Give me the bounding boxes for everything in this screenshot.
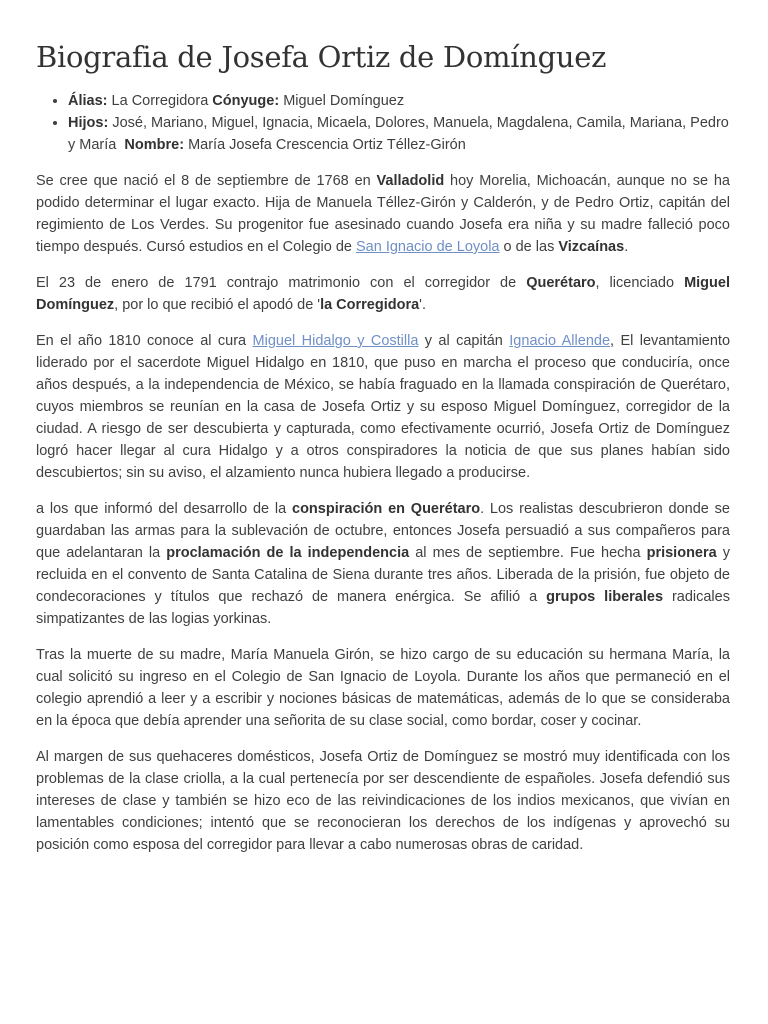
text: En el año 1810 conoce al cura [36,333,253,349]
text: al mes de septiembre. Fue hecha [409,545,647,561]
text: , El levantamiento liderado por el sacerdote Miguel Hidalgo en 1810, que puso en marcha el proceso que conduciría, once años después, a la independencia de México, se había fraguado en la llamada conspiración de Querétaro, cuyos miembros se reunían en la casa de Josefa Ortiz y su esposo Miguel Domínguez, corregidor de la ciudad. A riesgo de ser descubierta y capturada, como efectivamente ocurrió, Josefa Ortiz de Domínguez logró hacer llegar al cura Hidalgo y a otros conspiradores la noticia de que sus planes habían sido descubiertos; sin su aviso, el alzamiento nunca hubiera llegado a producirse. [36,333,731,481]
bold-text: conspiración en Querétaro [292,501,481,517]
link-san-ignacio-de-loyola[interactable]: San Ignacio de Loyola [356,239,500,255]
paragraph-charity: Al margen de sus quehaceres domésticos, Josefa Ortiz de Domínguez se mostró muy identificada con los problemas de la clase criolla, a la cual pertenecía por ser descendiente de españoles. Josefa defendió sus intereses de clase y también se hizo eco de las reivindicaciones de los indios mexicanos, que vivían en lamentables condiciones; intentó que se reconocieran los derechos de los indígenas y aprovechó su posición como esposa del corregidor para llevar a cabo numerosas obras de caridad. [36,749,730,853]
paragraph-conspiracy [36,330,730,484]
text: '. [419,297,426,313]
name-value: María Josefa Crescencia Ortiz Téllez-Girón [188,137,466,153]
text: . [624,239,629,255]
bold-text: prisionera [646,545,717,561]
alias-value: La Corregidora [111,93,209,109]
biography-facts-list [36,90,730,156]
spouse-value: Miguel Domínguez [283,93,405,109]
text: , licenciado [595,275,685,291]
text: El 23 de enero de 1791 contrajo matrimonio con el corregidor de [36,275,527,291]
link-ignacio-allende[interactable]: Ignacio Allende [509,333,611,349]
paragraph-education: Tras la muerte de su madre, María Manuela Girón, se hizo cargo de su educación su hermana María, la cual solicitó su ingreso en el Colegio de San Ignacio de Loyola. Durante los años que permaneció en el colegio aprendió a leer y a escribir y nociones básicas de matemáticas, además de lo que se consideraba en la época que debía aprender una señorita de su clase social, como bordar, coser y cocinar. [36,647,730,729]
text: Se cree que nació el 8 de septiembre de 1768 en [36,173,377,189]
text: . Los realistas descubrieron donde se guardaban las armas para la sublevación de octubre, entonces Josefa persuadió a sus compañeros para que adelantaran la [36,501,730,561]
name-label: Nombre: [124,137,185,153]
spouse-label: Cónyuge: [212,93,280,109]
children-value: José, Mariano, Miguel, Ignacia, Micaela, Dolores, Manuela, Magdalena, Camila, Mariana, Pedro y María [68,115,729,153]
page-title: Biografia de Josefa Ortiz de Domínguez [36,40,607,74]
bold-text: proclamación de la independencia [166,545,410,561]
bold-text: Vizcaínas [558,239,625,255]
text: a los que informó del desarrollo de la [36,501,293,517]
text: y al capitán [418,333,510,349]
facts-item-alias-spouse [68,90,730,112]
text: y recluida en el convento de Santa Catalina de Siena durante tres años. Liberada de la prisión, fue objeto de condecoraciones y títulos que rechazó de manera enérgica. Se afilió a [36,545,731,605]
text: radicales simpatizantes de las logias yorkinas. [36,589,730,627]
bold-text: Querétaro [526,275,596,291]
paragraph-marriage [36,272,730,316]
bold-text: Valladolid [376,173,445,189]
bold-text: la Corregidora [320,297,420,313]
children-label: Hijos: [68,115,109,131]
text: , por lo que recibió el apodó de ' [114,297,321,313]
document-page [36,40,730,870]
link-miguel-hidalgo[interactable]: Miguel Hidalgo y Costilla [252,333,419,349]
alias-label: Álias: [68,93,108,109]
paragraph-birth [36,170,730,258]
facts-item-children-name [68,112,730,156]
text: hoy Morelia, Michoacán, aunque no se ha podido determinar el lugar exacto. Hija de Manuela Téllez-Girón y Calderón, y de Pedro Ortiz, capitán del regimiento de Los Verdes. Su progenitor fue asesinado cuando Josefa era niña y su madre falleció poco tiempo después. Cursó estudios en el Colegio de [36,173,730,255]
paragraph-independence [36,498,730,630]
bold-text: Miguel Domínguez [36,275,730,313]
text: o de las [499,239,559,255]
bold-text: grupos liberales [546,589,664,605]
